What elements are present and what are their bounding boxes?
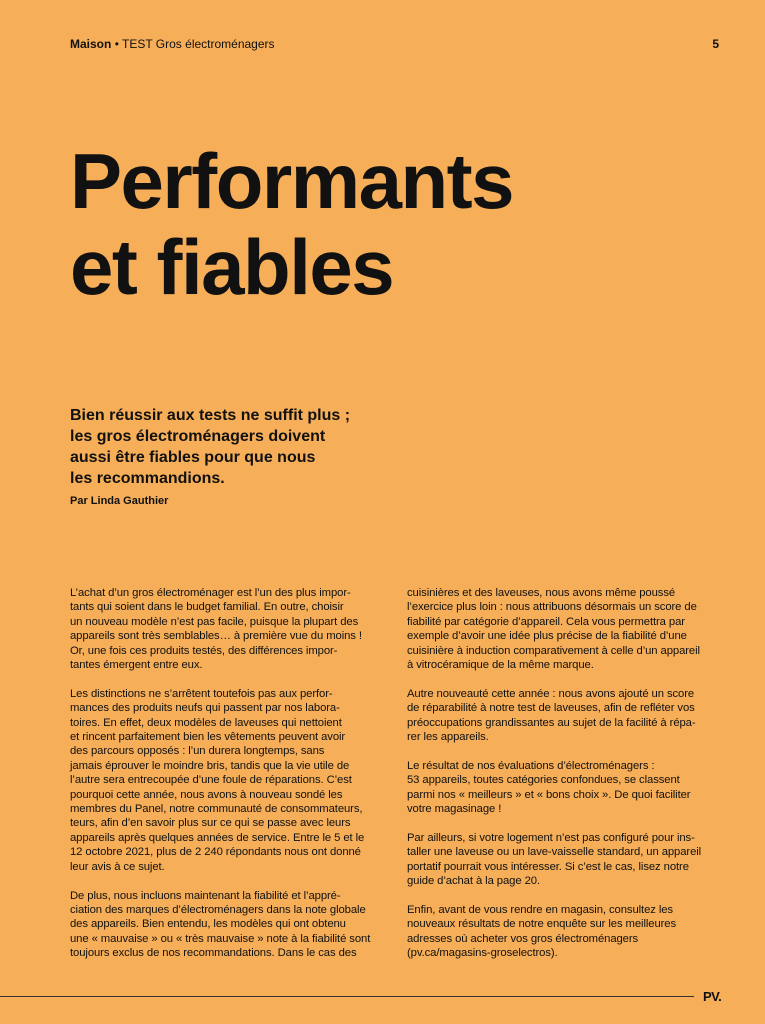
text-line: l’autre sera entrecoupée d’une foule de réparations. C’est — [70, 774, 352, 787]
text-line: L’achat d’un gros électroménager est l’un des plus impor- — [70, 587, 351, 599]
page-header — [70, 37, 719, 51]
text-line: Autre nouveauté cette année : nous avons ajouté un score — [407, 687, 695, 700]
text-line: taller une laveuse ou un lave-vaisselle standard, un appareil — [407, 846, 702, 859]
text-line: de réparabilité à notre test de laveuses, afin de refléter vos — [407, 702, 695, 715]
lede-line-1: Bien réussir aux tests ne suffit plus ; — [70, 407, 351, 424]
title-line-1: Performants — [70, 137, 513, 225]
paragraph — [70, 889, 382, 961]
text-line: ciation des marques d’électroménagers dans la note globale — [70, 903, 366, 916]
text-line: l’exercice plus loin : nous attribuons désormais un score de — [407, 601, 697, 614]
section-label: Maison — [70, 37, 112, 51]
text-column-left — [70, 586, 382, 975]
text-line: tants qui soient dans le budget familial. En outre, choisir — [70, 601, 344, 614]
text-line: Par ailleurs, si votre logement n’est pas configuré pour ins- — [407, 831, 695, 844]
text-line: adresses où acheter vos gros électroménagers — [407, 932, 639, 945]
text-line: cuisinière à induction comparativement à celle d’un appareil — [407, 644, 700, 657]
text-line: nouveaux résultats de notre enquête sur les meilleures — [407, 918, 677, 931]
text-line: des parcours opposés : l’un durera longtemps, sans — [70, 745, 325, 758]
text-line: rer les appareils. — [407, 731, 489, 744]
text-line: parmi nos « meilleurs » et « bons choix ». De quoi faciliter — [407, 788, 691, 801]
text-line: cuisinières et des laveuses, nous avons même poussé — [407, 587, 676, 599]
text-line: 12 octobre 2021, plus de 2 240 répondants nous ont donné — [70, 846, 361, 859]
text-column-right — [407, 586, 725, 975]
text-line: appareils après quelques années de service. Entre le 5 et le — [70, 831, 365, 844]
title-line-2: et fiables — [70, 223, 394, 311]
text-line: préoccupations grandissantes au sujet de la facilité à répa- — [407, 716, 696, 729]
text-line: votre magasinage ! — [407, 803, 502, 816]
footer-rule — [0, 996, 694, 997]
text-line: Les distinctions ne s’arrêtent toutefois pas aux perfor- — [70, 687, 333, 700]
article-lede — [70, 405, 400, 489]
text-line: pourquoi cette année, nous avons à nouveau sondé les — [70, 788, 343, 801]
separator-dot: • — [114, 37, 119, 51]
text-line: et rincent parfaitement bien les vêtements peuvent avoir — [70, 731, 346, 744]
text-line: des appareils. Bien entendu, les modèles qui ont obtenu — [70, 918, 346, 931]
text-line: membres du Panel, notre communauté de consommateurs, — [70, 803, 363, 816]
text-line: Le résultat de nos évaluations d’électroménagers : — [407, 759, 655, 772]
lede-line-4: les recommandions. — [70, 470, 225, 487]
publication-logo: PV. — [703, 989, 722, 1004]
text-line: De plus, nous incluons maintenant la fiabilité et l’appré- — [70, 889, 341, 902]
lede-line-2: les gros électroménagers doivent — [70, 428, 326, 445]
text-line: portatif pourrait vous intéresser. Si c’est le cas, lisez notre — [407, 860, 689, 873]
text-line: appareils sont très semblables… à première vue du moins ! — [70, 630, 362, 643]
text-line: une « mauvaise » ou « très mauvaise » note à la fiabilité sont — [70, 932, 371, 945]
paragraph — [70, 586, 382, 672]
article-title — [70, 138, 513, 310]
paragraph — [407, 687, 725, 745]
text-line: un nouveau modèle n’est pas facile, puisque la plupart des — [70, 615, 359, 628]
section-subtitle: TEST Gros électroménagers — [122, 37, 275, 51]
text-line: (pv.ca/magasins-groselectros). — [407, 947, 558, 960]
text-line: teurs, afin d’en savoir plus sur ce qui se passe avec leurs — [70, 817, 351, 830]
text-line: à vitrocéramique de la même marque. — [407, 659, 594, 672]
text-line: exemple d’avoir une idée plus précise de la fiabilité d’une — [407, 630, 687, 643]
text-line: tantes émergent entre eux. — [70, 659, 203, 672]
text-line: toires. En effet, deux modèles de laveuses qui nettoient — [70, 716, 342, 729]
paragraph — [407, 759, 725, 817]
paragraph — [407, 586, 725, 672]
lede-line-3: aussi être fiables pour que nous — [70, 449, 316, 466]
text-line: guide d’achat à la page 20. — [407, 875, 540, 888]
paragraph — [70, 687, 382, 874]
paragraph — [407, 831, 725, 889]
text-line: 53 appareils, toutes catégories confondues, se classent — [407, 774, 680, 787]
text-line: Enfin, avant de vous rendre en magasin, consultez les — [407, 903, 673, 916]
text-line: leur avis à ce sujet. — [70, 860, 165, 873]
paragraph — [407, 903, 725, 961]
text-line: mances des produits neufs qui passent par nos labora- — [70, 702, 340, 715]
text-line: Or, une fois ces produits testés, des différences impor- — [70, 644, 338, 657]
text-line: fiabilité par catégorie d’appareil. Cela vous permettra par — [407, 615, 685, 628]
author-byline: Par Linda Gauthier — [70, 495, 169, 507]
page-number: 5 — [712, 37, 719, 51]
text-line: jamais éprouver le moindre bris, tandis que la vie utile de — [70, 759, 350, 772]
text-line: toujours exclus de nos recommandations. Dans le cas des — [70, 947, 357, 960]
